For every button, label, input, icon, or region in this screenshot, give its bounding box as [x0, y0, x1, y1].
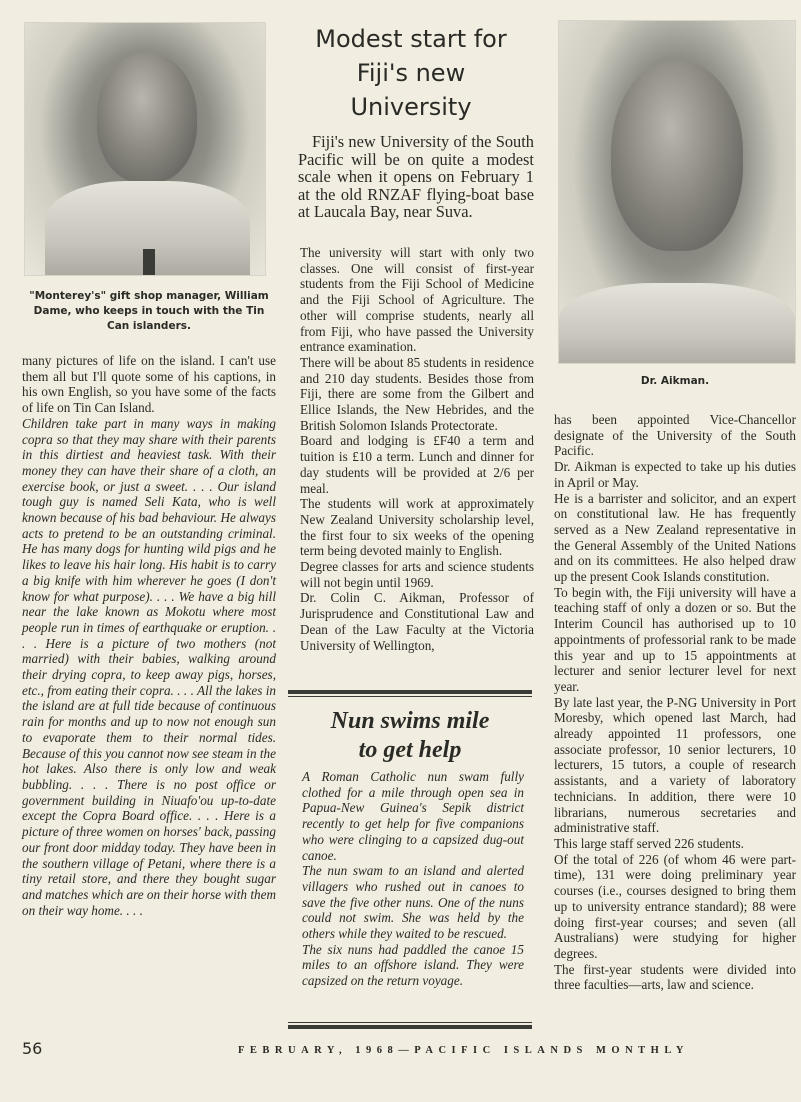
fiji-cont-5: By late last year, the P-NG University in Port Moresby, which opened last March, had already appointed 11 professors, one associate professor, 10 senior lecturers, 10 lecturers, 15 tutors, a couple of research assistants, and a variety of laboratory technicians. In addition, there were 10 librarians, numerous secretaries and administrative staff. — [554, 694, 796, 836]
nun-para-3: The six nuns had paddled the canoe 15 miles to an offshore island. They were capsized on the return voyage. — [302, 941, 524, 989]
fiji-headline — [288, 22, 534, 124]
photo-caption-dame: "Monterey's" gift shop manager, William Dame, who keeps in touch with the Tin Can islanders. — [29, 290, 269, 332]
fiji-para-3: Board and lodging is £F40 a term and tuition is £10 a term. Lunch and dinner for day students will be provided at 2/6 per meal. — [300, 433, 534, 496]
fiji-headline-line-2: Fiji's new — [356, 59, 466, 87]
fiji-para-6: Dr. Colin C. Aikman, Professor of Jurisprudence and Constitutional Law and Dean of the Law Faculty at the Victoria University of Wellington, — [300, 590, 534, 653]
left-article — [22, 353, 276, 918]
nun-article — [302, 769, 524, 989]
fiji-para-2: There will be about 85 students in residence and 210 day students. Besides those from Fiji, there are some from the Gilbert and Ellice Islands, the New Hebrides, and the British Solomon Islands Protectorate. — [300, 354, 534, 433]
nun-box — [288, 690, 532, 989]
rule-bottom-thin — [288, 1022, 532, 1023]
fiji-cont-2: Dr. Aikman is expected to take up his duties in April or May. — [554, 459, 796, 490]
fiji-headline-line-3: University — [350, 93, 472, 121]
rule-top-thick — [288, 690, 532, 694]
running-footer: FEBRUARY, 1968—PACIFIC ISLANDS MONTHLY — [238, 1045, 689, 1056]
fiji-lead: Fiji's new University of the South Pacific will be on quite a modest scale when it opens on February 1 at the old RNZAF flying-boat base at Laucala Bay, near Suva. — [298, 132, 534, 222]
fiji-para-4: The students will work at approximately New Zealand University scholarship level, the first four to six weeks of the opening term being devoted mainly to English. — [300, 496, 534, 559]
page-number: 56 — [22, 1039, 43, 1058]
fiji-cont-7: Of the total of 226 (of whom 46 were part-time), 131 were doing preliminary year courses (i.e., courses designed to bring them up to university entrance standard); 88 were doing first-year courses; and seven (all Australians) were studying for higher degrees. — [554, 851, 796, 961]
nun-headline-line-1: Nun swims mile — [330, 708, 490, 734]
photo-dr-aikman — [558, 20, 796, 364]
photo-william-dame — [24, 22, 266, 276]
nun-para-2: The nun swam to an island and alerted villagers who rushed out in canoes to save the five other nuns. One of the nuns could not swim. She was held by the others while they waited to be rescued. — [302, 863, 524, 942]
fiji-headline-line-1: Modest start for — [315, 25, 507, 53]
fiji-cont-3: He is a barrister and solicitor, and an expert on constitutional law. He has frequently served as a New Zealand representative in the General Assembly of the United Nations and on its committees. He also helped draw up the present Cook Islands constitution. — [554, 490, 796, 585]
page-footer — [22, 1039, 797, 1065]
rule-top-thin — [288, 696, 532, 697]
fiji-cont-4: To begin with, the Fiji university will have a teaching staff of only a dozen or so. But the Interim Council has authorised up to 10 appointments of professorial rank to be made this year and up to 15 appointments at lecturer and senior lecturer level for next year. — [554, 584, 796, 694]
fiji-article — [300, 245, 534, 653]
fiji-continued — [554, 412, 796, 993]
left-intro: many pictures of life on the island. I can't use them all but I'll quote some of his captions, in his own English, so you have some of the facts of life on Tin Can Island. — [22, 353, 276, 416]
fiji-para-1: The university will start with only two classes. One will consist of first-year students from the Fiji School of Medicine and the Fiji School of Agriculture. The other will comprise students, nearly all from Fiji, who have passed the University entrance examination. — [300, 245, 534, 355]
nun-box-bottom — [288, 1022, 532, 1029]
left-quote: Children take part in many ways in making copra so that they may share with their parents in this dirtiest and heaviest task. With their money they can have their share of a cloth, an exercise book, or just a sweet. . . . Our island tough guy is named Seli Kata, who is well known because of his bad behaviour. He always acts to pretend to be an outstanding criminal. He has many dogs for hunting wild pigs and he likes to leave his hair long. His habit is to carry a big knife with him wherever he goes (I don't know for what purpose). . . . We have a big hill near the lake known as Mokotu where most people run in times of earthquake or eruption. . . . Here is a picture of two mothers (not married) with their babies, walking around their drying copra, to keep away pigs, horses, etc., from eating their copra. . . . All the lakes in the island are at full tide because of continuous rain for months and up to now not enough sun to evaporate them to their normal tides. Because of this you cannot now see steam in the hot lakes. Also there is only low and weak bubbling. . . . There is no post office or government building in Niuafo'ou up-to-date except the Copra Board office. . . . Here is a picture of three women on horses' back, passing our front door midday today. They have been in the southern village of Petani, where there is a tiny retail store, and there they bought sugar and matches which are on their horse with them on their way home. . . . — [22, 415, 276, 918]
nun-para-1: A Roman Catholic nun swam fully clothed for a mile through open sea in Papua-New Guinea's Sepik district recently to get help for five companions who were clinging to a capsized dug-out canoe. — [302, 769, 524, 863]
fiji-cont-8: The first-year students were divided into three faculties—arts, law and science. — [554, 961, 796, 993]
fiji-cont-1: has been appointed Vice-Chancellor designate of the University of the South Pacific. — [554, 412, 796, 459]
photo-caption-aikman: Dr. Aikman. — [640, 375, 710, 387]
rule-bottom-thick — [288, 1025, 532, 1029]
fiji-para-5: Degree classes for arts and science students will not begin until 1969. — [300, 559, 534, 590]
nun-headline-line-2: to get help — [358, 737, 462, 763]
fiji-cont-6: This large staff served 226 students. — [554, 835, 744, 851]
